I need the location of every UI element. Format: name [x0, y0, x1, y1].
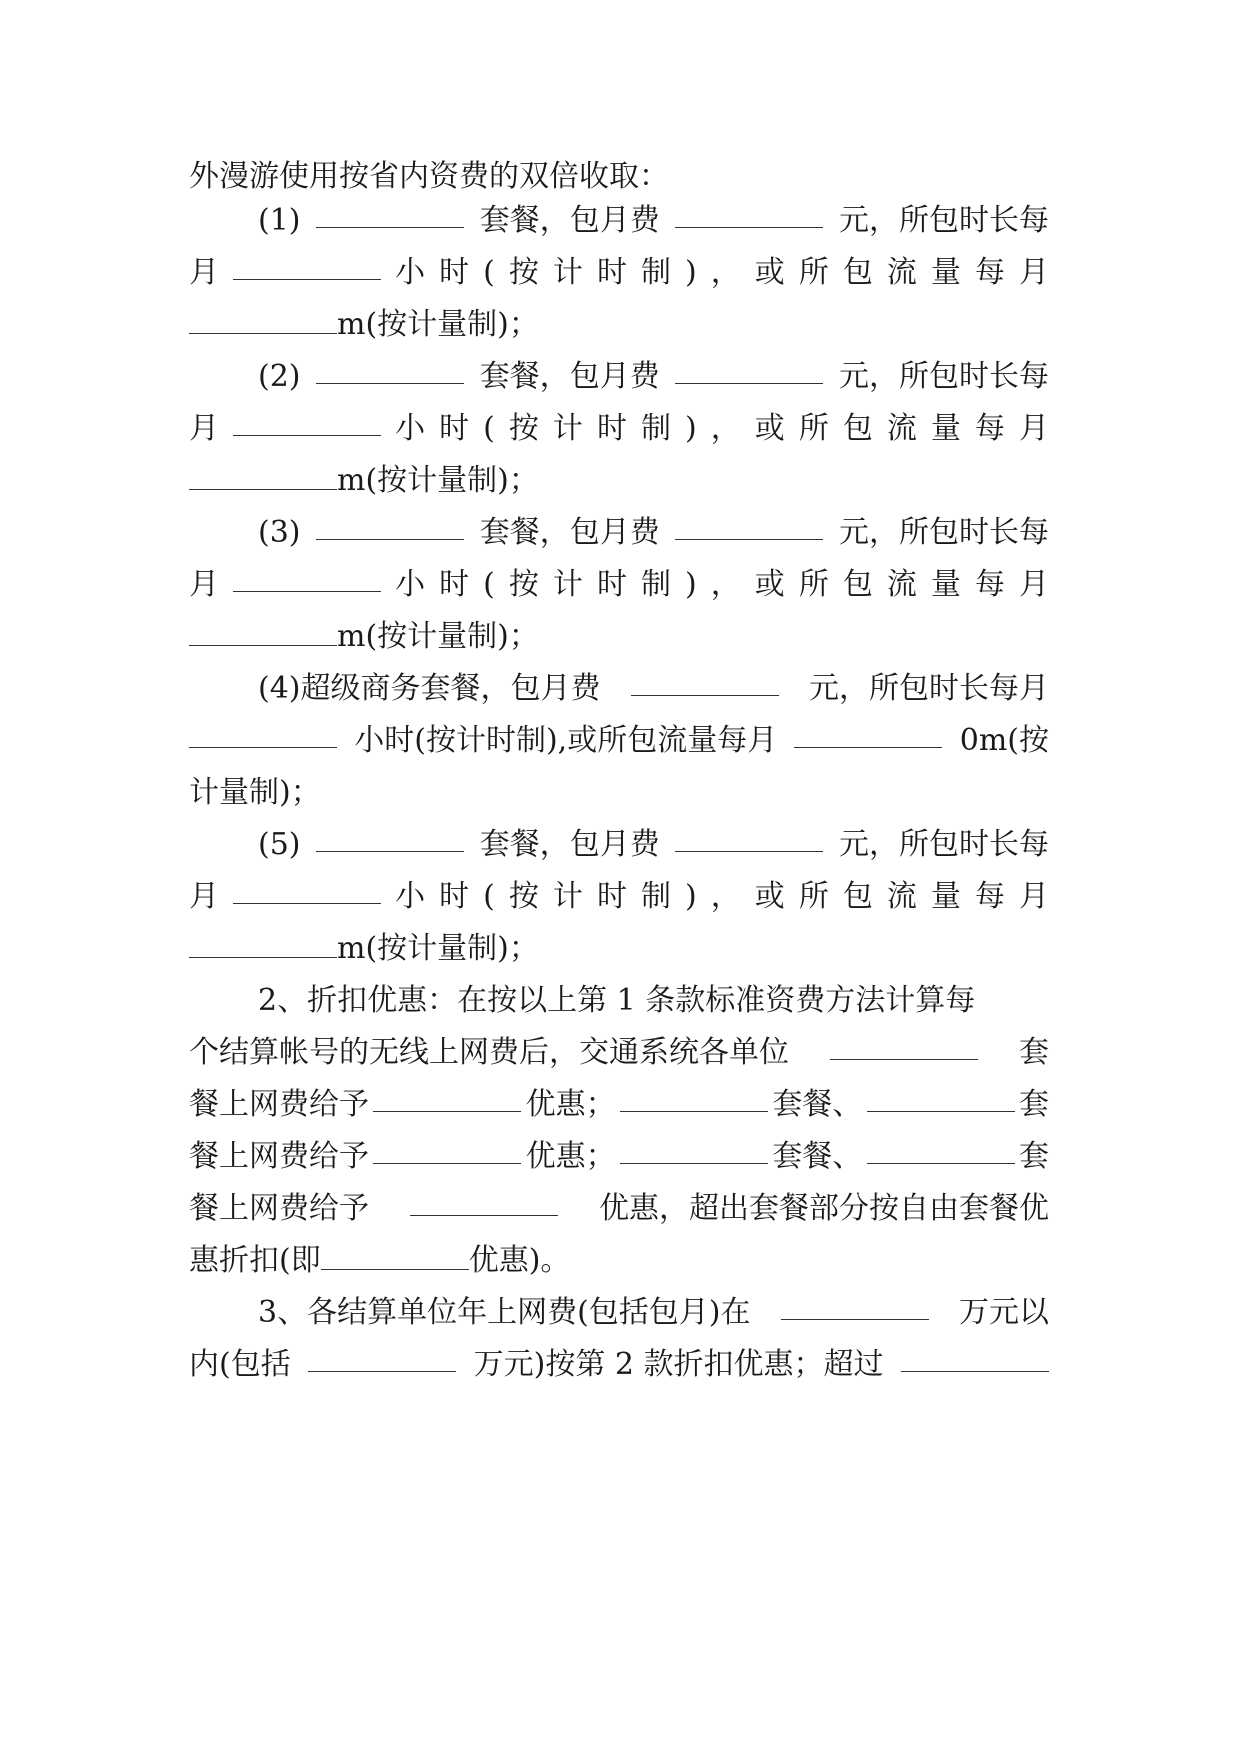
text-segment: (3): [258, 515, 301, 550]
text-segment: 套餐、: [772, 1087, 863, 1122]
text-segment: m(按计量制)；: [337, 463, 539, 498]
text-segment: ，: [710, 567, 741, 602]
fill-in-blank[interactable]: [794, 721, 942, 748]
text-segment: 按: [508, 411, 539, 446]
text-segment: 按: [508, 567, 539, 602]
fill-in-blank[interactable]: [233, 253, 381, 280]
fill-in-blank[interactable]: [373, 1085, 521, 1112]
fill-in-blank[interactable]: [830, 1033, 978, 1060]
text-segment: 月: [1018, 567, 1049, 602]
fill-in-blank[interactable]: [867, 1137, 1015, 1164]
text-segment: 包: [842, 411, 873, 446]
text-segment: (: [483, 567, 495, 602]
text-line-20: [189, 1137, 1049, 1177]
text-segment: ，: [710, 411, 741, 446]
text-segment: m(按计量制)；: [337, 619, 539, 654]
text-segment: 时: [439, 255, 470, 290]
fill-in-blank[interactable]: [233, 877, 381, 904]
text-segment: (4)超级商务套餐，包月费: [258, 671, 601, 706]
text-segment: 时: [439, 879, 470, 914]
text-segment: 时: [596, 567, 627, 602]
text-segment: 制: [640, 567, 671, 602]
fill-in-blank[interactable]: [189, 619, 337, 646]
text-segment: 月: [189, 255, 219, 290]
fill-in-blank[interactable]: [631, 669, 779, 696]
text-segment: 流: [886, 879, 917, 914]
text-segment: (5): [258, 827, 301, 862]
text-segment: 餐上网费给予: [189, 1191, 369, 1226]
fill-in-blank[interactable]: [901, 1345, 1049, 1372]
text-line-4: [189, 305, 1049, 345]
text-segment: 内(包括: [189, 1347, 291, 1382]
text-segment: 量: [930, 411, 961, 446]
fill-in-blank[interactable]: [410, 1189, 558, 1216]
text-segment: 计: [552, 567, 583, 602]
fill-in-blank[interactable]: [675, 513, 823, 540]
text-segment: 优惠；: [525, 1139, 616, 1174]
text-segment: 元，所包时长每月: [809, 671, 1049, 706]
text-line-8: [258, 513, 1049, 553]
text-line-5: [258, 357, 1049, 397]
text-segment: 包: [842, 255, 873, 290]
text-line-18: [189, 1033, 1049, 1073]
text-segment: ): [685, 879, 697, 914]
text-line-11: [258, 669, 1049, 709]
text-segment: 3、各结算单位年上网费(包括包月)在: [258, 1295, 751, 1330]
text-segment: 计量制)；: [189, 775, 321, 810]
text-segment: 月: [189, 879, 219, 914]
fill-in-blank[interactable]: [316, 825, 464, 852]
text-segment: (1): [258, 203, 301, 238]
text-segment: 制: [640, 255, 671, 290]
text-segment: 2、折扣优惠：在按以上第 1 条款标准资费方法计算每: [258, 983, 976, 1018]
fill-in-blank[interactable]: [189, 931, 337, 958]
text-segment: 万元)按第 2 款折扣优惠；超过: [473, 1347, 884, 1382]
text-line-12: [189, 721, 1049, 761]
text-line-9: [189, 565, 1049, 605]
text-segment: 优惠；: [525, 1087, 616, 1122]
text-segment: 或: [754, 255, 785, 290]
text-segment: ，: [710, 879, 741, 914]
text-line-14: [258, 825, 1049, 865]
text-segment: 流: [886, 567, 917, 602]
text-segment: 元，所包时长每: [839, 515, 1049, 550]
text-segment: 量: [930, 255, 961, 290]
text-segment: 元，所包时长每: [839, 203, 1049, 238]
fill-in-blank[interactable]: [316, 513, 464, 540]
text-segment: ，: [710, 255, 741, 290]
text-segment: 元，所包时长每: [839, 359, 1049, 394]
text-segment: ): [685, 567, 697, 602]
text-segment: 所: [798, 411, 829, 446]
text-segment: 时: [596, 411, 627, 446]
text-line-17: [258, 981, 1049, 1021]
text-segment: 套餐，包月费: [479, 515, 660, 550]
text-segment: 小: [395, 411, 426, 446]
text-segment: 量: [930, 879, 961, 914]
text-segment: (: [483, 879, 495, 914]
fill-in-blank[interactable]: [189, 307, 337, 334]
text-line-13: [189, 773, 1049, 813]
text-line-7: [189, 461, 1049, 501]
text-segment: 流: [886, 411, 917, 446]
text-line-10: [189, 617, 1049, 657]
text-segment: (2): [258, 359, 301, 394]
text-segment: 每: [974, 255, 1005, 290]
text-segment: 0m(按: [959, 723, 1049, 758]
text-segment: 按: [508, 879, 539, 914]
text-segment: 小时(按计时制),或所包流量每月: [354, 723, 778, 758]
text-segment: 月: [1018, 411, 1049, 446]
text-segment: 每: [974, 567, 1005, 602]
text-segment: (: [483, 411, 495, 446]
text-segment: 计: [552, 255, 583, 290]
text-segment: 套餐，包月费: [479, 359, 660, 394]
text-line-3: [189, 253, 1049, 293]
text-segment: 流: [886, 255, 917, 290]
text-segment: 量: [930, 567, 961, 602]
text-segment: 或: [754, 567, 785, 602]
text-segment: 每: [974, 879, 1005, 914]
fill-in-blank[interactable]: [373, 1137, 521, 1164]
text-segment: 制: [640, 879, 671, 914]
text-line-16: [189, 929, 1049, 969]
text-segment: (: [483, 255, 495, 290]
text-segment: 小: [395, 255, 426, 290]
text-line-22: [189, 1241, 1049, 1281]
text-segment: 时: [596, 255, 627, 290]
text-segment: 惠折扣(即: [189, 1243, 321, 1278]
text-segment: 所: [798, 879, 829, 914]
fill-in-blank[interactable]: [620, 1137, 768, 1164]
text-line-2: [258, 201, 1049, 241]
text-segment: 餐上网费给予: [189, 1087, 369, 1122]
fill-in-blank[interactable]: [233, 565, 381, 592]
text-segment: 制: [640, 411, 671, 446]
text-segment: 套餐、: [772, 1139, 863, 1174]
text-segment: 包: [842, 567, 873, 602]
text-segment: 餐上网费给予: [189, 1139, 369, 1174]
fill-in-blank[interactable]: [316, 357, 464, 384]
text-line-19: [189, 1085, 1049, 1125]
text-segment: 套餐，包月费: [479, 203, 660, 238]
text-segment: 每: [974, 411, 1005, 446]
text-segment: 套: [1018, 1139, 1049, 1174]
text-segment: 套: [1019, 1035, 1049, 1070]
text-segment: 月: [189, 411, 219, 446]
text-segment: 所: [798, 567, 829, 602]
fill-in-blank[interactable]: [675, 357, 823, 384]
text-segment: 或: [754, 879, 785, 914]
text-segment: 月: [1018, 255, 1049, 290]
text-line-6: [189, 409, 1049, 449]
text-segment: 优惠)。: [468, 1243, 571, 1278]
text-segment: m(按计量制)；: [337, 307, 539, 342]
text-segment: 万元以: [959, 1295, 1049, 1330]
fill-in-blank[interactable]: [316, 201, 464, 228]
fill-in-blank[interactable]: [321, 1243, 469, 1270]
fill-in-blank[interactable]: [189, 721, 337, 748]
text-line-1: [189, 157, 1049, 197]
text-segment: 外漫游使用按省内资费的双倍收取：: [189, 159, 669, 194]
text-segment: 计: [552, 411, 583, 446]
text-segment: 元，所包时长每: [839, 827, 1049, 862]
text-segment: ): [685, 255, 697, 290]
fill-in-blank[interactable]: [781, 1293, 929, 1320]
text-line-24: [189, 1345, 1049, 1385]
fill-in-blank[interactable]: [675, 825, 823, 852]
text-segment: m(按计量制)；: [337, 931, 539, 966]
text-segment: 套餐，包月费: [479, 827, 660, 862]
text-line-15: [189, 877, 1049, 917]
text-segment: 包: [842, 879, 873, 914]
text-segment: 计: [552, 879, 583, 914]
text-segment: 所: [798, 255, 829, 290]
text-segment: 小: [395, 567, 426, 602]
fill-in-blank[interactable]: [675, 201, 823, 228]
text-segment: 优惠，超出套餐部分按自由套餐优: [599, 1191, 1049, 1226]
text-line-21: [189, 1189, 1049, 1229]
text-segment: 小: [395, 879, 426, 914]
text-segment: 按: [508, 255, 539, 290]
fill-in-blank[interactable]: [620, 1085, 768, 1112]
fill-in-blank[interactable]: [867, 1085, 1015, 1112]
text-segment: 月: [1018, 879, 1049, 914]
text-segment: 月: [189, 567, 219, 602]
text-line-23: [258, 1293, 1049, 1333]
text-segment: 时: [596, 879, 627, 914]
text-segment: ): [685, 411, 697, 446]
fill-in-blank[interactable]: [308, 1345, 456, 1372]
text-segment: 套: [1018, 1087, 1049, 1122]
text-segment: 时: [439, 567, 470, 602]
text-segment: 个结算帐号的无线上网费后，交通系统各单位: [189, 1035, 789, 1070]
fill-in-blank[interactable]: [189, 463, 337, 490]
fill-in-blank[interactable]: [233, 409, 381, 436]
text-segment: 或: [754, 411, 785, 446]
text-segment: 时: [439, 411, 470, 446]
